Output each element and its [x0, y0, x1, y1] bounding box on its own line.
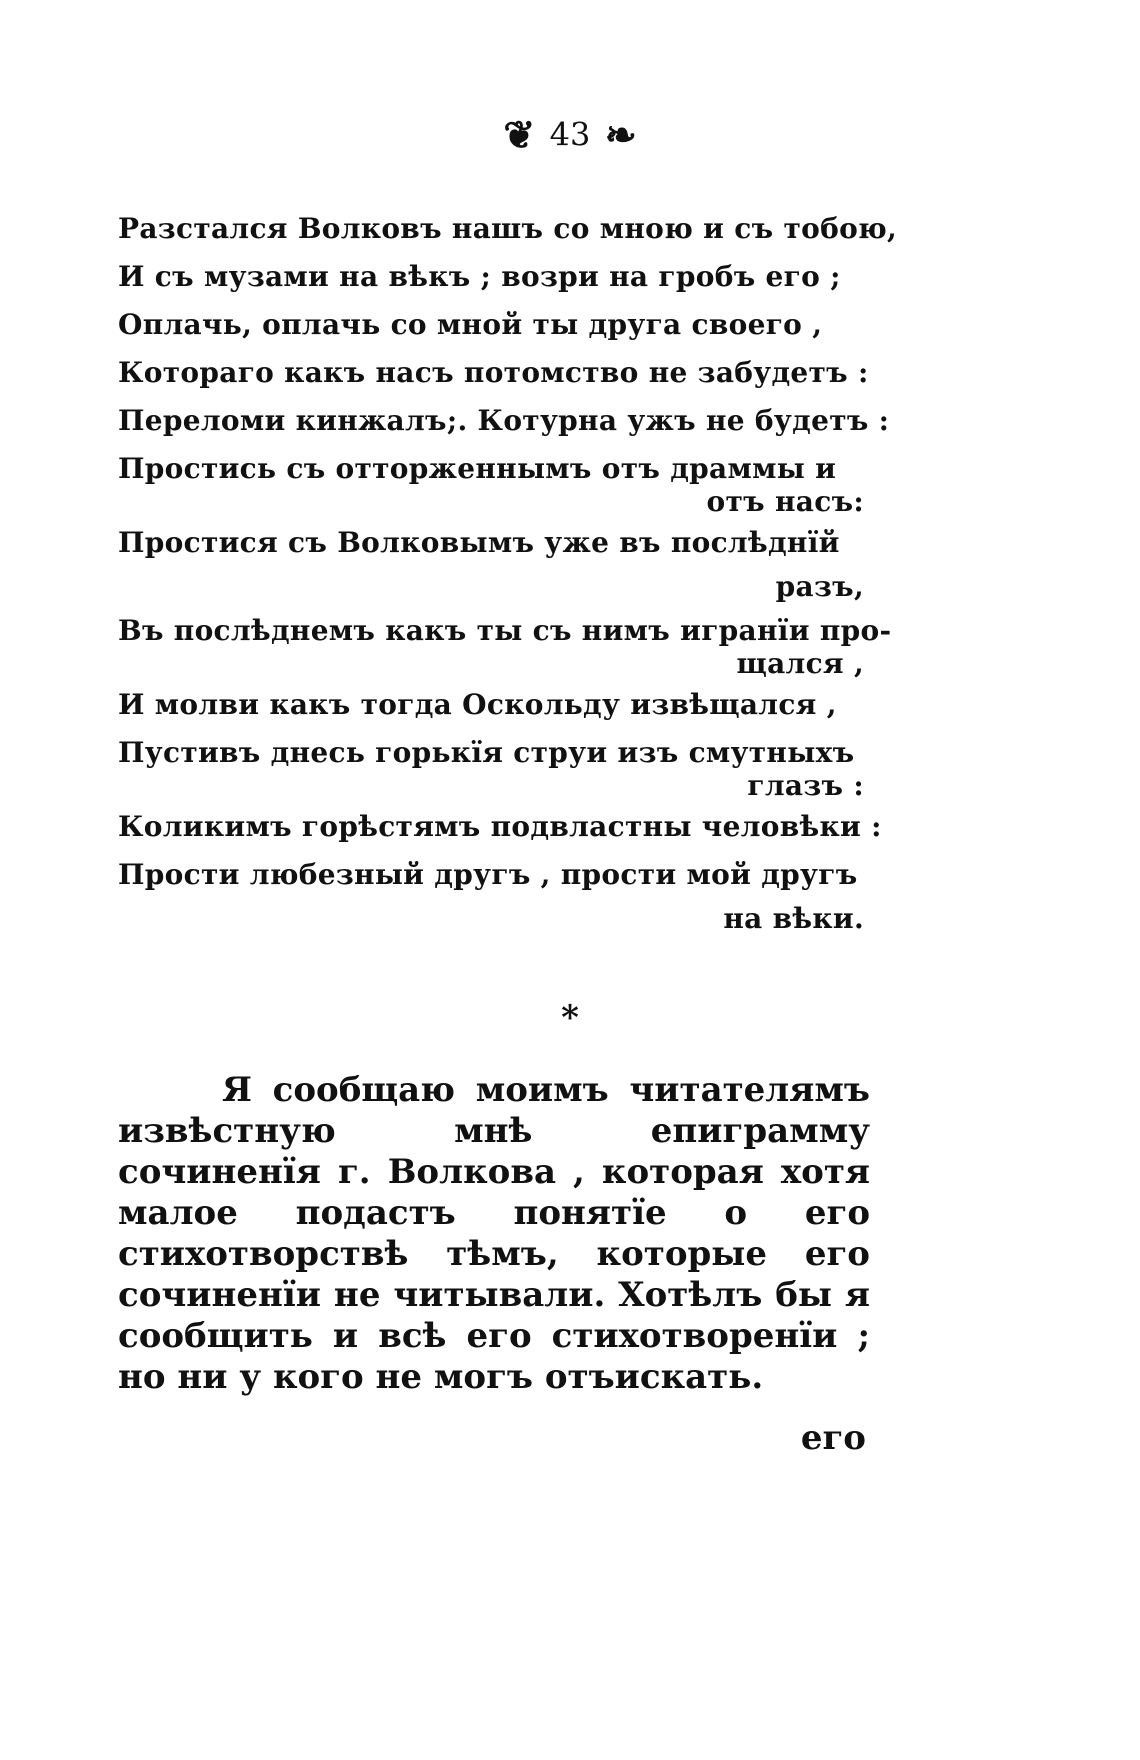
ornament-left-icon: ❦	[503, 112, 536, 157]
section-separator: *	[561, 998, 579, 1038]
prose-paragraph: Я сообщаю моимъ читателямъ извѣстную мнѣ епиграмму сочиненїя г. Волкова , которая хотя малое подастъ понятїе о его стихотворствѣ тѣмъ, которые его сочиненїи не читывали. Хотѣлъ бы я сообщить и всѣ его стихотворенїи ; но ни у кого не могъ отъискать.	[118, 1070, 870, 1397]
page-number: 43	[549, 115, 591, 154]
poem-line: Коликимъ горѣстямъ подвластны человѣки :	[118, 810, 882, 843]
page-header	[0, 112, 1140, 157]
catchword: его	[800, 1418, 866, 1458]
poem-line: Переломи кинжалъ;. Котурна ужъ не будетъ :	[118, 404, 890, 437]
poem-line: И съ музами на вѣкъ ; возри на гробъ его ;	[118, 260, 841, 293]
poem	[118, 205, 898, 939]
poem-line-continuation: щался ,	[736, 647, 864, 680]
poem-line: Простися съ Волковымъ уже въ послѣднїй	[118, 526, 840, 559]
poem-line-continuation: на вѣки.	[723, 902, 864, 935]
poem-line: Прости любезный другъ , прости мой другъ	[118, 858, 858, 891]
poem-line-continuation: глазъ :	[747, 769, 864, 802]
poem-line-continuation: отъ насъ:	[706, 485, 864, 518]
poem-line: Разстался Волковъ нашъ со мною и съ тобою,	[118, 212, 898, 245]
poem-line: Оплачь, оплачь со мной ты друга своего ,	[118, 308, 823, 341]
poem-line: И молви какъ тогда Оскольду извѣщался ,	[118, 688, 837, 721]
poem-line: Простись съ отторженнымъ отъ драммы и	[118, 452, 837, 485]
poem-line: Котораго какъ насъ потомство не забудетъ :	[118, 356, 869, 389]
prose-block	[118, 1070, 870, 1398]
poem-line: Въ послѣднемъ какъ ты съ нимъ игранїи про-	[118, 614, 892, 647]
poem-line: Пустивъ днесь горькїя струи изъ смутныхъ	[118, 736, 855, 769]
ornament-right-icon: ❧	[604, 112, 637, 157]
poem-line-continuation: разъ,	[775, 570, 864, 603]
